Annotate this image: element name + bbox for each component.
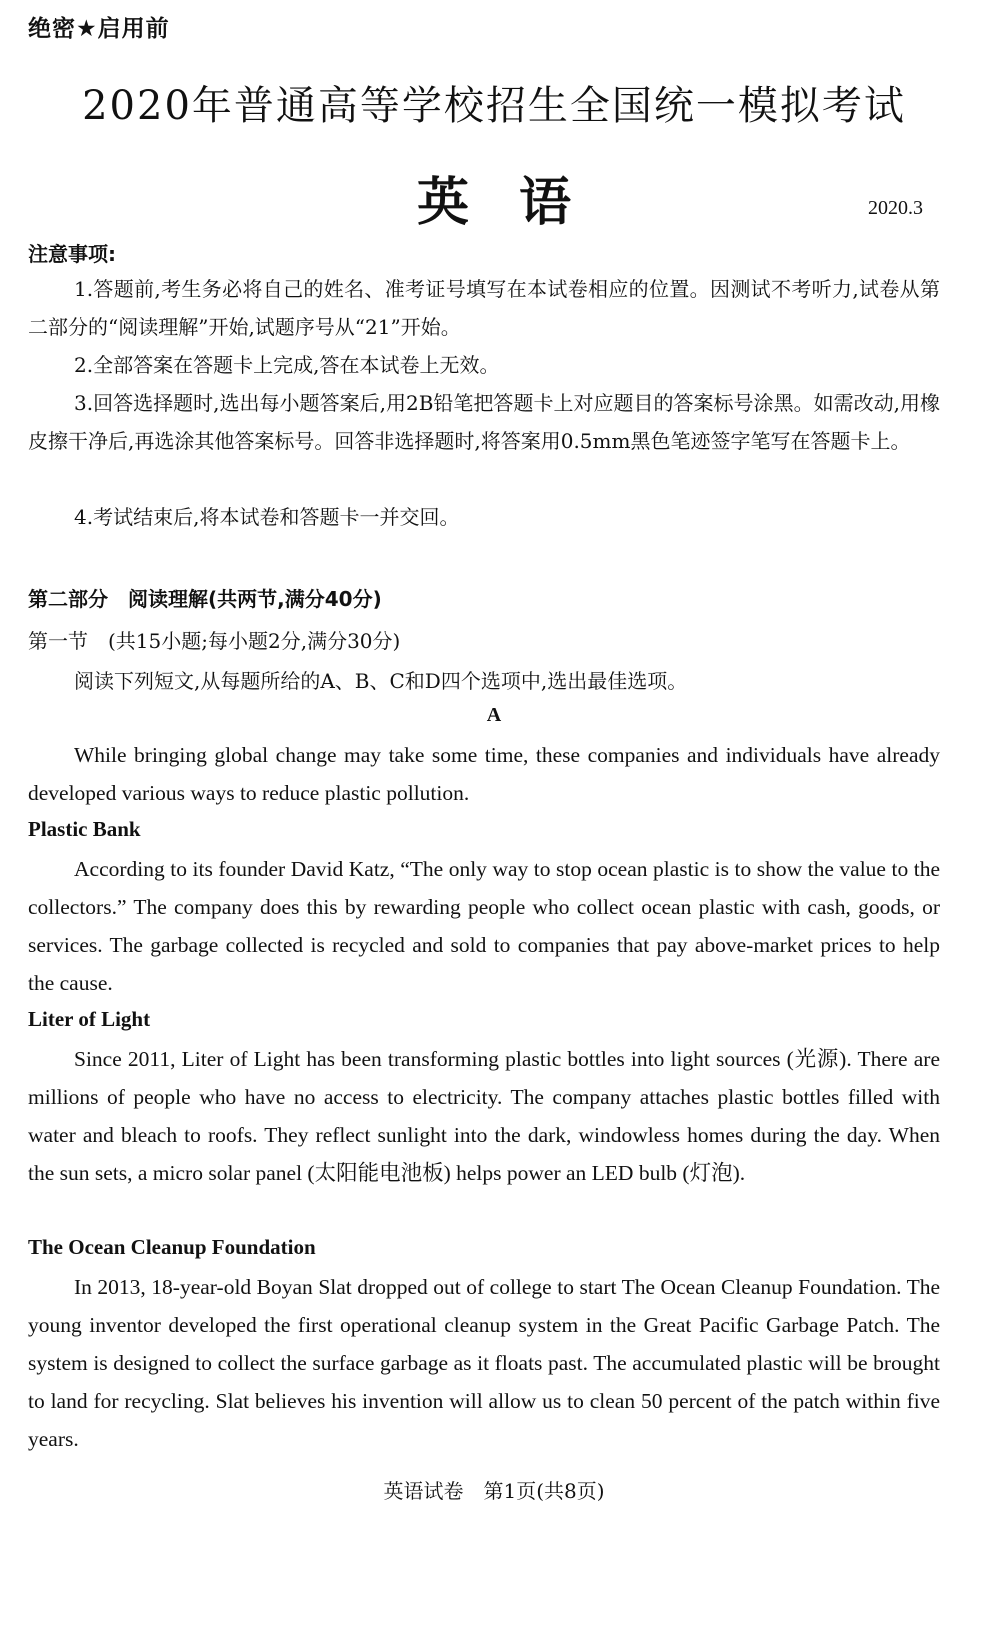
section-text-plastic-bank: According to its founder David Katz, “The only way to stop ocean plastic is to show the value to the collectors.” The company does this by rewarding people who collect ocean plastic with cash, goods, or services. The garbage collected is recycled and sold to companies that pay above-market prices to help the cause. <box>28 857 940 995</box>
passage-intro: While bringing global change may take some time, these companies and individuals have already developed various ways to reduce plastic pollution. <box>28 743 940 805</box>
notice-item-4: 4.考试结束后,将本试卷和答题卡一并交回。 <box>74 505 460 529</box>
section-heading-plastic-bank: Plastic Bank <box>28 817 141 841</box>
notice-item-3: 3.回答选择题时,选出每小题答案后,用2B铅笔把答题卡上对应题目的答案标号涂黑。如需改动,用橡皮擦干净后,再选涂其他答案标号。回答非选择题时,将答案用0.5mm黑色笔迹签字笔写在答题卡上。 <box>28 391 940 453</box>
passage-label: A <box>486 704 502 726</box>
section-heading-liter-of-light: Liter of Light <box>28 1007 151 1031</box>
part-heading: 第二部分 阅读理解(共两节,满分40分) <box>28 587 382 611</box>
section-text-ocean-cleanup: In 2013, 18-year-old Boyan Slat dropped out of college to start The Ocean Cleanup Foundation. The young inventor developed the first operational cleanup system in the Great Pacific Garbage Patch. The system is designed to collect the surface garbage as it floats past. The accumulated plastic will be brought to land for recycling. Slat believes his invention will allow us to clean 50 percent of the patch within five years. <box>28 1275 940 1451</box>
confidential-label: 绝密★启用前 <box>28 16 170 42</box>
exam-date: 2020.3 <box>868 197 923 219</box>
section-text-liter-of-light: Since 2011, Liter of Light has been transforming plastic bottles into light sources (光源). There are millions of people who have no access to electricity. The company attaches plastic bottles filled with water and bleach to roofs. They reflect sunlight into the dark, windowless homes during the day. When the sun sets, a micro solar panel (太阳能电池板) helps power an LED bulb (灯泡). <box>28 1047 940 1185</box>
page-footer: 英语试卷 第1页(共8页) <box>383 1479 605 1503</box>
reading-instruction: 阅读下列短文,从每题所给的A、B、C和D四个选项中,选出最佳选项。 <box>74 669 688 693</box>
section-heading-ocean-cleanup: The Ocean Cleanup Foundation <box>28 1235 316 1259</box>
notice-item-1: 1.答题前,考生务必将自己的姓名、准考证号填写在本试卷相应的位置。因测试不考听力,试卷从第二部分的“阅读理解”开始,试题序号从“21”开始。 <box>28 277 940 339</box>
notice-item-2: 2.全部答案在答题卡上完成,答在本试卷上无效。 <box>74 353 500 377</box>
exam-title: 2020年普通高等学校招生全国统一模拟考试 <box>82 83 906 129</box>
subject-title: 英语 <box>416 173 621 233</box>
notice-heading: 注意事项: <box>28 242 116 266</box>
section-heading: 第一节 (共15小题;每小题2分,满分30分) <box>28 629 401 653</box>
